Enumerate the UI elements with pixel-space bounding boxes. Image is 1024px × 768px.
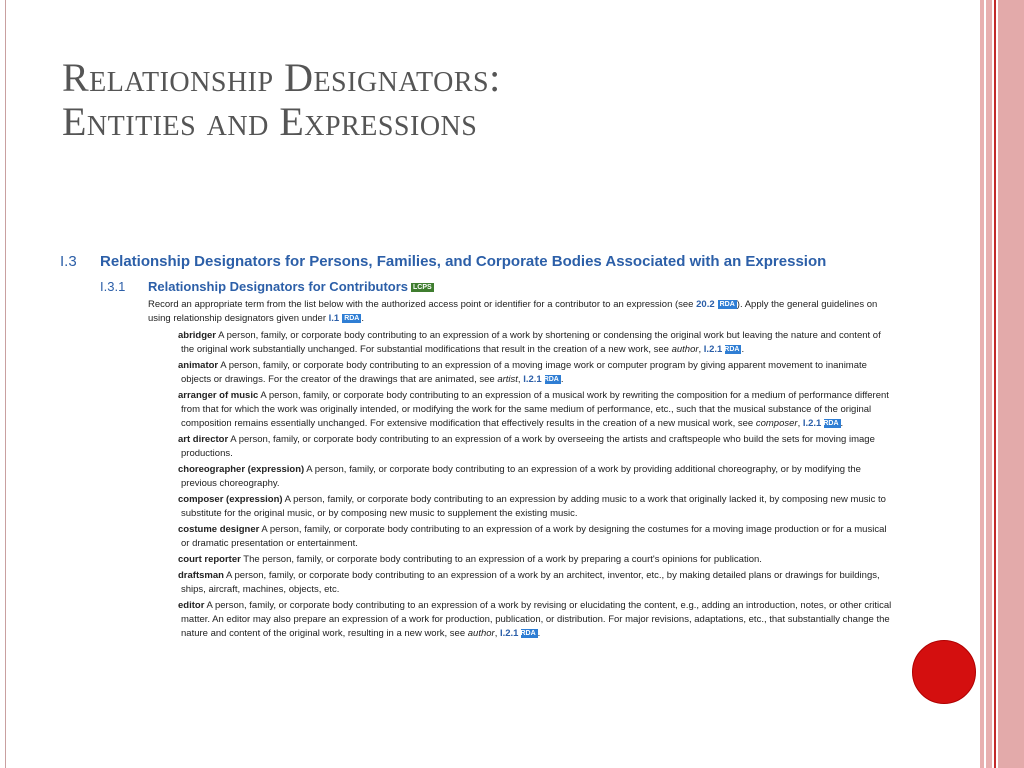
- designator-term: arranger of music: [178, 390, 259, 401]
- see-term: artist: [497, 374, 518, 385]
- slide-title-line-2: Entities and Expressions: [62, 99, 478, 144]
- designator-definition: A person, family, or corporate body contributing to an expression of a work by providing additional choreography, or by modifying the previous choreography.: [181, 464, 861, 489]
- designator-entry: editor A person, family, or corporate body contributing to an expression of a work by revising or elucidating the content, e.g., adding an introduction, notes, or other critical matter. An editor may also prepare an expression of a work for production, publication, or distribution. For major revisions, adaptations, etc., that substantially change the nature and content of the original work, resulting in a new work, see author, I.2.1 RDA .: [178, 600, 892, 639]
- designator-definition: A person, family, or corporate body contributing to an expression of a moving image work or computer program by giving apparent movement to inanimate objects or drawings. For the creator of the drawings that are animated, see: [181, 360, 867, 385]
- designator-definition: A person, family, or corporate body contributing to an expression by adding music to a work that originally lacked it, by composing new music to substitute for the original music, or by composing new music to supplement the existing music.: [181, 494, 886, 519]
- entry-end: .: [840, 418, 844, 429]
- designator-term: choreographer (expression): [178, 464, 305, 475]
- rule-reference-link[interactable]: 20.2: [696, 299, 715, 310]
- subsection-number: I.3.1: [100, 279, 126, 294]
- subsection-title: [148, 279, 434, 294]
- intro-paragraph: [148, 298, 888, 326]
- designator-entry: [178, 553, 893, 567]
- designator-term: costume designer: [178, 524, 260, 535]
- lcps-badge[interactable]: LCPS: [413, 284, 432, 292]
- entry-end: .: [560, 374, 564, 385]
- designator-term: animator: [178, 360, 219, 371]
- designator-definition: A person, family, or corporate body contributing to an expression of a work by overseeing the artists and craftspeople who build the sets for moving image productions.: [181, 434, 875, 459]
- designator-entry: [178, 433, 893, 461]
- see-term: composer: [755, 418, 798, 429]
- slide-title-line-1: Relationship Designators:: [62, 55, 501, 100]
- rda-badge[interactable]: RDA: [543, 375, 559, 383]
- intro-text: Record an appropriate term from the list below with the authorized access point or identifier for a contributor to an expression (see: [148, 299, 697, 310]
- rule-reference-link[interactable]: I.2.1: [703, 344, 723, 355]
- designator-list: [178, 329, 893, 643]
- designator-definition: A person, family, or corporate body contributing to an expression of a work by designing the costumes for a moving image production or for a musical or dramatic presentation or entertainment.: [181, 524, 887, 549]
- rda-badge[interactable]: RDA: [520, 629, 536, 637]
- designator-term: abridger: [178, 330, 217, 341]
- designator-entry: arranger of music A person, family, or corporate body contributing to an expression of a musical work by rewriting the composition for a medium of performance different from that for which the work was originally intended, or modifying the work for the same medium of performance, etc., such that the musical substance of the original composition remains essentially unchanged. For extensive modification that effectively results in the creation of a new musical work, see composer, I.2.1 RDA .: [178, 390, 889, 429]
- designator-definition: A person, family, or corporate body contributing to an expression of a work by an architect, inventor, etc., by making detailed plans or drawings for buildings, ships, aircraft, machines, objects, etc.: [181, 570, 880, 595]
- designator-term: draftsman: [178, 570, 224, 581]
- see-term: author: [467, 628, 495, 639]
- entry-end: .: [537, 628, 541, 639]
- rule-reference-link[interactable]: I.2.1: [499, 628, 519, 639]
- designator-entry: [178, 463, 893, 491]
- section-title: Relationship Designators for Persons, Families, and Corporate Bodies Associated with an Expression: [100, 253, 827, 270]
- rda-badge[interactable]: RDA: [344, 314, 360, 322]
- designator-definition: A person, family, or corporate body contributing to an expression of a work by shortening or condensing the original work but leaving the nature and content of the original work substantially unchanged. For substantial modifications that result in the creation of a new work, see: [181, 330, 881, 355]
- designator-entry: [178, 493, 893, 521]
- designator-term: editor: [178, 600, 205, 611]
- see-term: author: [671, 344, 699, 355]
- designator-entry: abridger A person, family, or corporate body contributing to an expression of a work by shortening or condensing the original work but leaving the nature and content of the original work substantially unchanged. For substantial modifications that result in the creation of a new work, see author, I.2.1 RDA .: [178, 330, 881, 355]
- designator-definition: A person, family, or corporate body contributing to an expression of a musical work by rewriting the composition for a medium of performance different from that for which the work was originally intended, or modifying the work for the same medium of performance, etc., such that the musical substance of the original composition remains essentially unchanged. For extensive modification that effectively results in the creation of a new musical work, see: [181, 390, 889, 429]
- intro-text: .: [361, 313, 364, 324]
- designator-definition: A person, family, or corporate body contributing to an expression of a work by revising or elucidating the content, e.g., adding an introduction, notes, or other critical matter. An editor may also prepare an expression of a work for production, publication, or distribution. For major revisions, adaptations, etc., that substantially change the nature and content of the original work, resulting in a new work, see: [181, 600, 892, 639]
- rule-reference-link[interactable]: I.2.1: [802, 418, 822, 429]
- designator-definition: The person, family, or corporate body contributing to an expression of a work by preparing a court's opinions for publication.: [240, 554, 762, 565]
- rda-badge[interactable]: RDA: [719, 300, 735, 308]
- intro-text: ). Apply the general guidelines on using relationship designators given under: [148, 299, 878, 324]
- entry-end: .: [741, 344, 745, 355]
- section-number: I.3: [60, 253, 77, 270]
- designator-term: composer (expression): [178, 494, 283, 505]
- rda-badge[interactable]: RDA: [823, 419, 839, 427]
- red-circle-decoration: [912, 640, 976, 704]
- rule-reference-link[interactable]: I.2.1: [523, 374, 542, 385]
- rule-reference-link[interactable]: I.1: [328, 313, 340, 324]
- subsection-title-text: Relationship Designators for Contributors: [148, 279, 409, 294]
- designator-entry: animator A person, family, or corporate body contributing to an expression of a moving image work or computer program by giving apparent movement to inanimate objects or drawings. For the creator of the drawings that are animated, see artist, I.2.1 RDA .: [178, 360, 867, 385]
- designator-term: court reporter: [178, 554, 241, 565]
- designator-term: art director: [178, 434, 229, 445]
- rda-badge[interactable]: RDA: [724, 345, 740, 353]
- designator-entry: [178, 569, 893, 597]
- designator-entry: [178, 523, 893, 551]
